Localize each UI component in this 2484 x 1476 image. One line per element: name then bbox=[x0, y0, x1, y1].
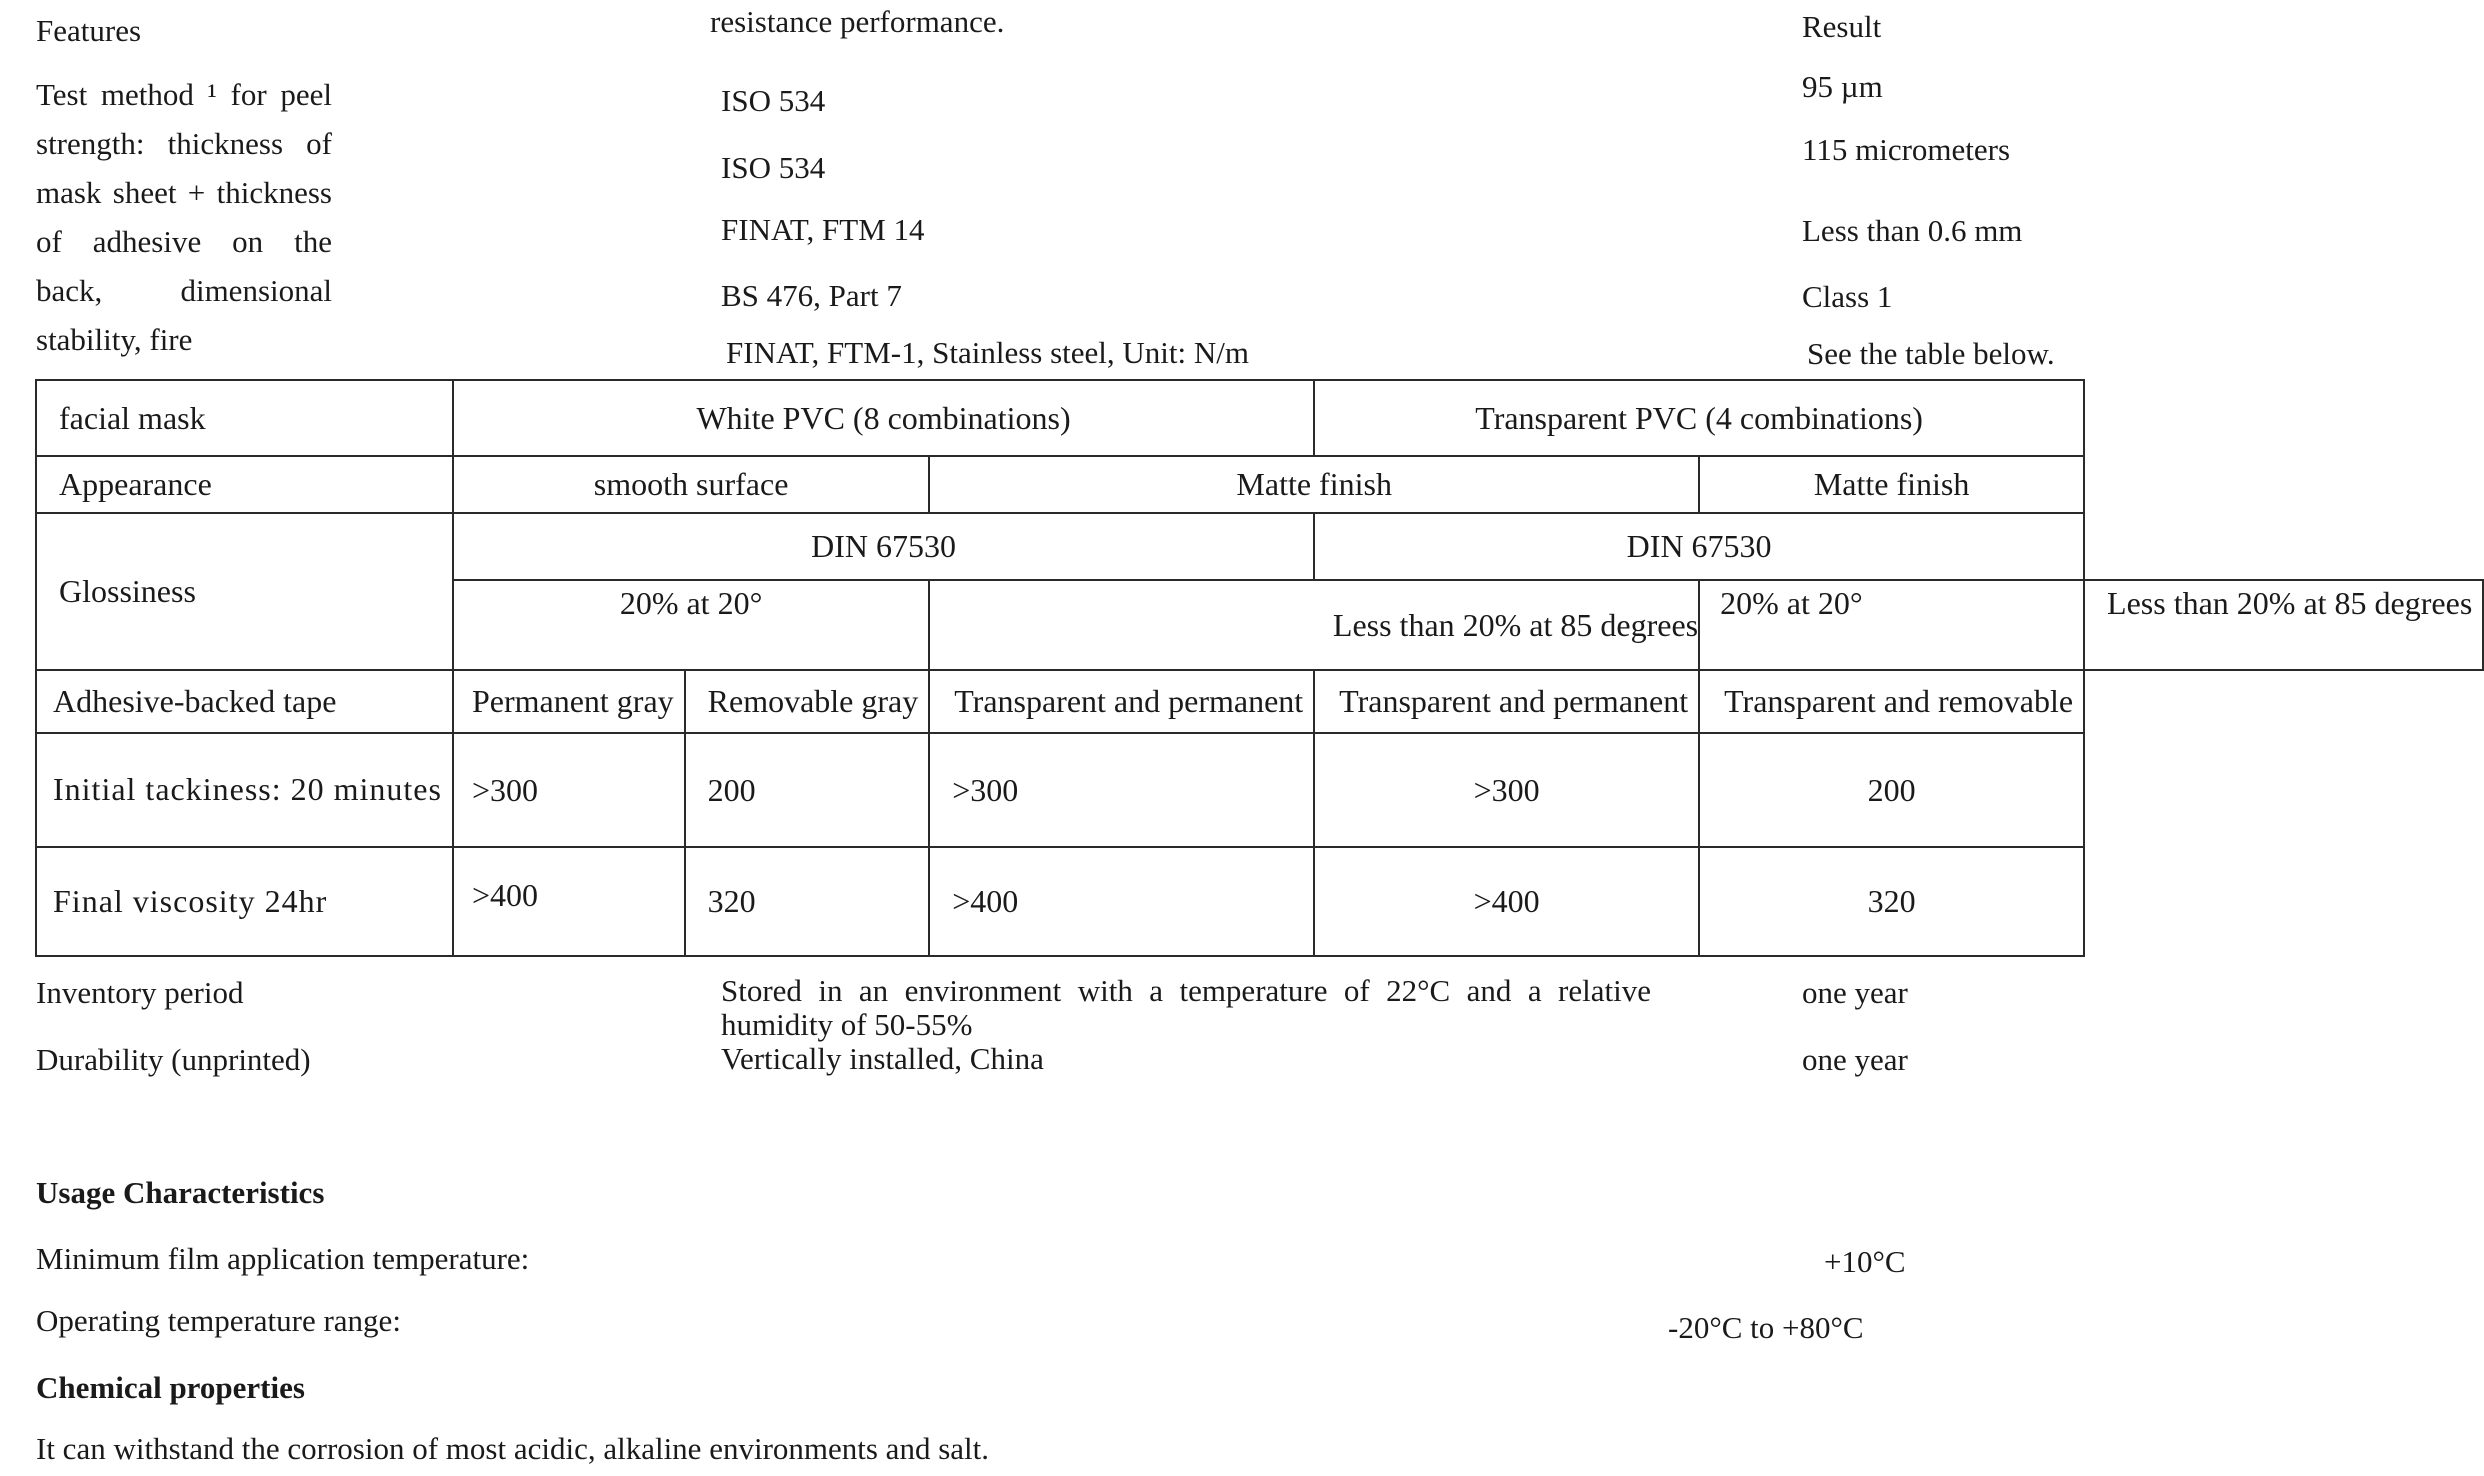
final-tack-label: Final viscosity 24hr bbox=[36, 847, 453, 956]
glossiness-standard-white: DIN 67530 bbox=[453, 513, 1314, 580]
transparent-pvc-header: Transparent PVC (4 combinations) bbox=[1314, 380, 2084, 456]
initial-tack-transparent-permanent: >300 bbox=[1314, 733, 1699, 847]
temp-range-label: Operating temperature range: bbox=[36, 1303, 401, 1338]
adhesive-transparent-permanent: Transparent and permanent bbox=[1314, 670, 1699, 733]
appearance-white-smooth: smooth surface bbox=[453, 456, 929, 513]
row-final-tack bbox=[36, 847, 2483, 956]
chemical-heading: Chemical properties bbox=[36, 1370, 305, 1405]
initial-tack-removable-gray: 200 bbox=[685, 733, 930, 847]
resistance-text: resistance performance. bbox=[710, 4, 1005, 39]
durability-method: Vertically installed, China bbox=[721, 1041, 1044, 1076]
usage-heading: Usage Characteristics bbox=[36, 1175, 325, 1210]
features-label: Features bbox=[36, 13, 142, 48]
method-thickness: ISO 534 bbox=[721, 83, 826, 118]
final-tack-transparent-removable: 320 bbox=[1699, 847, 2084, 956]
chemical-text: It can withstand the corrosion of most acidic, alkaline environments and salt. bbox=[36, 1431, 989, 1466]
inventory-label: Inventory period bbox=[36, 975, 244, 1010]
white-pvc-header: White PVC (8 combinations) bbox=[453, 380, 1314, 456]
result-label: Result bbox=[1802, 9, 1882, 44]
adhesive-transparent-removable: Transparent and removable bbox=[1699, 670, 2084, 733]
method-adhesive-thickness: ISO 534 bbox=[721, 150, 826, 185]
glossiness-transparent-smooth: 20% at 20° bbox=[1699, 580, 2084, 670]
inventory-method: Stored in an environment with a temperature of 22°C and a relative humidity of 50-55% bbox=[721, 973, 1651, 1042]
temp-range-value: -20°C to +80°C bbox=[1668, 1310, 1864, 1345]
durability-label: Durability (unprinted) bbox=[36, 1042, 311, 1077]
final-tack-removable-gray: 320 bbox=[685, 847, 930, 956]
final-tack-permanent-gray: >400 bbox=[453, 847, 685, 956]
method-fire: BS 476, Part 7 bbox=[721, 278, 902, 313]
glossiness-standard-transparent: DIN 67530 bbox=[1314, 513, 2084, 580]
adhesive-white-transparent-permanent: Transparent and permanent bbox=[929, 670, 1314, 733]
initial-tack-permanent-gray: >300 bbox=[453, 733, 685, 847]
appearance-transparent-matte: Matte finish bbox=[1699, 456, 2084, 513]
result-dimensional: Less than 0.6 mm bbox=[1802, 213, 2023, 248]
durability-result: one year bbox=[1802, 1042, 1908, 1077]
row-appearance bbox=[36, 456, 2483, 513]
glossiness-transparent-matte: Less than 20% at 85 degrees bbox=[2084, 580, 2483, 670]
min-temp-value: +10°C bbox=[1824, 1244, 1906, 1279]
glossiness-white-smooth: 20% at 20° bbox=[453, 580, 929, 670]
features-description: Test method ¹ for peel strength: thickness of mask sheet + thickness of adhesive on the back, dimensional stability, fire bbox=[36, 77, 332, 357]
min-temp-label: Minimum film application temperature: bbox=[36, 1241, 530, 1276]
method-dimensional: FINAT, FTM 14 bbox=[721, 212, 925, 247]
glossiness-label: Glossiness bbox=[36, 513, 453, 670]
row-facial-mask bbox=[36, 380, 2483, 456]
final-tack-transparent-permanent: >400 bbox=[1314, 847, 1699, 956]
spec-table bbox=[35, 379, 2484, 957]
result-adhesive-thickness: 115 micrometers bbox=[1802, 132, 2011, 167]
adhesive-permanent-gray: Permanent gray bbox=[453, 670, 685, 733]
method-peel: FINAT, FTM-1, Stainless steel, Unit: N/m bbox=[726, 335, 1249, 370]
final-tack-white-transparent-permanent: >400 bbox=[929, 847, 1314, 956]
initial-tack-white-transparent-permanent: >300 bbox=[929, 733, 1314, 847]
glossiness-white-matte: Less than 20% at 85 degrees bbox=[929, 580, 1699, 670]
row-adhesive bbox=[36, 670, 2483, 733]
adhesive-removable-gray: Removable gray bbox=[685, 670, 930, 733]
result-fire: Class 1 bbox=[1802, 279, 1893, 314]
initial-tack-label: Initial tackiness: 20 minutes bbox=[36, 733, 453, 847]
inventory-result: one year bbox=[1802, 975, 1908, 1010]
row-glossiness-standard bbox=[36, 513, 2483, 580]
adhesive-label: Adhesive-backed tape bbox=[36, 670, 453, 733]
initial-tack-transparent-removable: 200 bbox=[1699, 733, 2084, 847]
appearance-label: Appearance bbox=[36, 456, 453, 513]
row-initial-tack bbox=[36, 733, 2483, 847]
result-peel: See the table below. bbox=[1807, 336, 2055, 371]
result-thickness: 95 µm bbox=[1802, 69, 1883, 104]
facial-mask-label: facial mask bbox=[36, 380, 453, 456]
appearance-white-matte: Matte finish bbox=[929, 456, 1699, 513]
